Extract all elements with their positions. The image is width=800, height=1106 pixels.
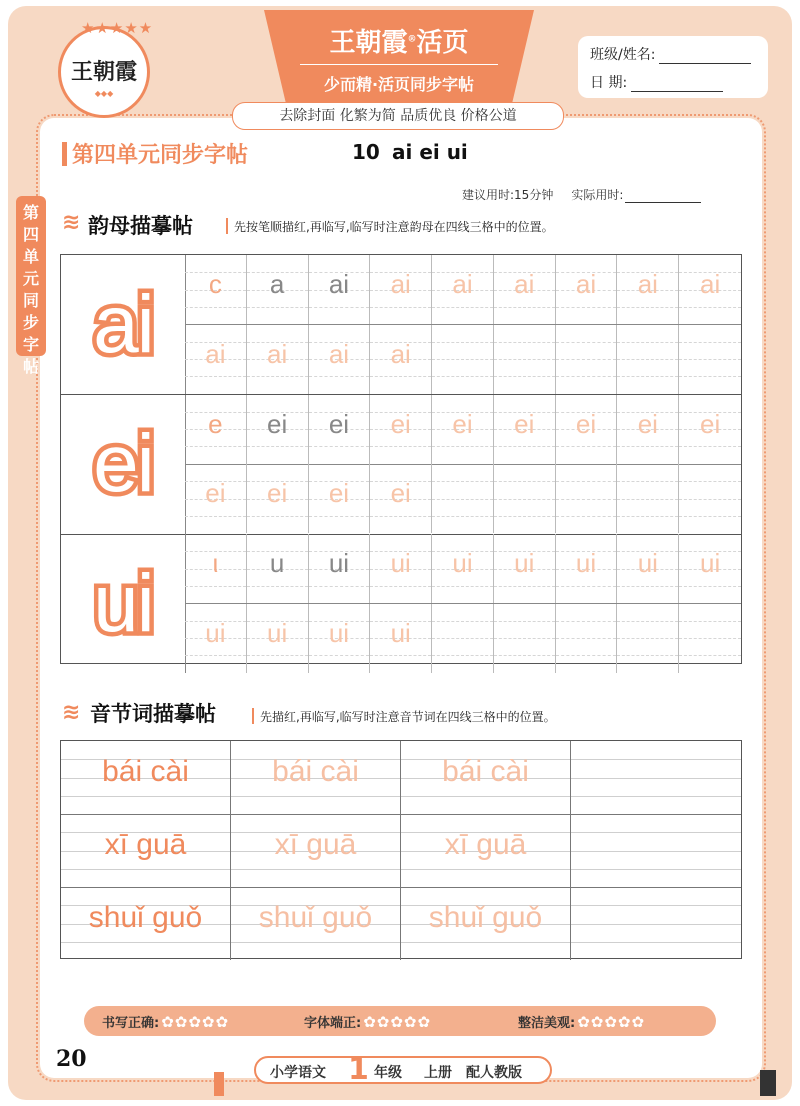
guide-line: [571, 905, 741, 906]
guide-line: [370, 307, 431, 308]
guide-line: [247, 516, 308, 517]
trace-letter: ei: [328, 478, 350, 508]
final-tracing-grid: [60, 254, 742, 664]
guide-line: [401, 796, 570, 797]
guide-line: [679, 621, 741, 622]
guide-line: [494, 307, 555, 308]
guide-line: [556, 638, 617, 639]
trace-letter: ui: [514, 548, 535, 578]
writing-cell[interactable]: [247, 604, 309, 673]
syllable-text: xī guā: [104, 828, 187, 861]
trace-letter: ai: [328, 338, 350, 369]
guide-line: [370, 376, 431, 377]
guide-line: [185, 516, 246, 517]
guide-line: [401, 869, 570, 870]
guide-line: [432, 446, 493, 447]
guide-line: [432, 621, 493, 622]
guide-line: [432, 376, 493, 377]
trace-letter: ai: [390, 269, 411, 299]
rating-bar: [84, 1006, 716, 1036]
side-tab-char: 元: [22, 269, 39, 288]
trace-letter: ei: [452, 408, 473, 439]
writing-cell[interactable]: [617, 604, 679, 673]
syllable-text: shuǐ guǒ: [428, 901, 543, 934]
brand-logo: [58, 19, 154, 118]
guide-line: [370, 655, 431, 656]
guide-line: [617, 307, 678, 308]
tracing-block: [61, 395, 741, 535]
guide-line: [494, 655, 555, 656]
trace-letter: u: [269, 548, 285, 578]
writing-cell[interactable]: [370, 604, 432, 673]
trace-letter: ai: [390, 338, 411, 369]
guide-line: [185, 446, 246, 447]
model-letter: [61, 255, 186, 394]
syllable-cell[interactable]: [571, 814, 741, 887]
trace-letter: ei: [514, 408, 535, 439]
writing-cell[interactable]: [185, 255, 247, 324]
writing-cell[interactable]: [679, 464, 741, 533]
guide-line: [231, 796, 400, 797]
guide-line: [494, 342, 555, 343]
writing-cell[interactable]: [556, 534, 618, 603]
guide-line: [679, 481, 741, 482]
crown-icon: ★★★★★: [81, 19, 154, 37]
writing-cell[interactable]: [247, 534, 309, 603]
writing-cell[interactable]: [679, 395, 741, 464]
guide-line: [556, 586, 617, 587]
trace-letter: ui: [267, 617, 288, 648]
guide-line: [247, 586, 308, 587]
writing-cell[interactable]: [247, 325, 309, 394]
guide-line: [679, 307, 741, 308]
syllable-text: bái cài: [442, 755, 529, 788]
guide-line: [617, 586, 678, 587]
guide-line: [432, 655, 493, 656]
syllable-cell[interactable]: [401, 887, 571, 960]
writing-cell[interactable]: [247, 255, 309, 324]
syllable-cell[interactable]: [61, 741, 231, 814]
writing-cell[interactable]: [679, 255, 741, 324]
guide-line: [679, 499, 741, 500]
guide-line: [556, 655, 617, 656]
guide-line: [231, 942, 400, 943]
trace-letter: ai: [205, 338, 226, 369]
trace-letter: a: [269, 269, 285, 299]
trace-letter: ui: [328, 617, 350, 648]
side-tab-char: 单: [22, 247, 39, 266]
writing-cell[interactable]: [370, 395, 432, 464]
syllable-row: [61, 814, 741, 888]
lesson-number: 10: [352, 140, 380, 164]
guide-line: [679, 655, 741, 656]
guide-line: [247, 307, 308, 308]
rating-label: 整洁美观:: [518, 1016, 576, 1031]
trace-letter: ei: [267, 408, 288, 439]
trace-letter: ei: [267, 478, 288, 508]
side-tab: [16, 196, 46, 376]
side-tab-char: 第: [22, 203, 39, 222]
writing-cell[interactable]: [247, 464, 309, 533]
waves-icon: ≋: [62, 700, 81, 725]
slogan: 去除封面 化繁为简 品质优良 价格公道: [232, 102, 564, 130]
guide-line: [432, 307, 493, 308]
writing-cell[interactable]: [556, 604, 618, 673]
guide-line: [617, 638, 678, 639]
writing-cell[interactable]: [370, 325, 432, 394]
trace-letter: ui: [390, 617, 411, 648]
guide-line: [556, 446, 617, 447]
model-letter-text: ei: [93, 418, 153, 509]
writing-cell[interactable]: [494, 464, 556, 533]
side-tab-char: 步: [22, 313, 39, 332]
writing-cell[interactable]: [617, 464, 679, 533]
trace-letter: ai: [575, 269, 597, 299]
guide-line: [401, 942, 570, 943]
trace-letter: ui: [205, 617, 226, 648]
writing-cell[interactable]: [309, 395, 371, 464]
writing-cell[interactable]: [494, 255, 556, 324]
guide-line: [61, 869, 230, 870]
tracing-block: [61, 534, 741, 673]
guide-line: [247, 446, 308, 447]
flower-rating-icon[interactable]: ✿✿✿✿✿: [161, 1012, 230, 1031]
guide-line: [617, 376, 678, 377]
guide-line: [494, 359, 555, 360]
unit-title: 第四单元同步字帖: [72, 143, 249, 168]
guide-line: [432, 481, 493, 482]
guide-line: [571, 832, 741, 833]
writing-cell[interactable]: [370, 464, 432, 533]
trace-letter: ai: [637, 269, 658, 299]
writing-cell[interactable]: [309, 604, 371, 673]
waves-icon: ≋: [62, 210, 81, 235]
syllable-text: xī guā: [274, 828, 357, 861]
writing-cell[interactable]: [556, 395, 618, 464]
trace-letter: ai: [267, 338, 288, 369]
syllable-cell[interactable]: [231, 814, 401, 887]
side-tab-char: 四: [22, 225, 39, 244]
syllable-cell[interactable]: [571, 887, 741, 960]
writing-cell[interactable]: [185, 534, 247, 603]
guide-line: [556, 516, 617, 517]
guide-line: [494, 621, 555, 622]
syllable-tracing-grid: [60, 740, 742, 959]
guide-line: [571, 778, 741, 779]
writing-cell[interactable]: [617, 325, 679, 394]
side-tab-char: 帖: [22, 357, 39, 376]
guide-line: [309, 586, 370, 587]
writing-cell[interactable]: [556, 464, 618, 533]
side-tab-char: 同: [22, 291, 39, 310]
trace-letter: ui: [699, 548, 721, 578]
syllable-row: [61, 741, 741, 815]
model-letter: [61, 534, 186, 673]
guide-line: [556, 342, 617, 343]
trace-letter: ui: [328, 548, 350, 578]
writing-cell[interactable]: [494, 325, 556, 394]
writing-cell[interactable]: [432, 255, 494, 324]
title-bar: [62, 142, 67, 166]
writing-cell[interactable]: [679, 325, 741, 394]
trace-letter: e: [208, 408, 223, 439]
logo-motto: ◆◆◆: [94, 89, 114, 98]
guide-line: [617, 655, 678, 656]
flower-rating-icon[interactable]: ✿✿✿✿✿: [363, 1012, 432, 1031]
name-field[interactable]: 班级/姓名:: [590, 44, 751, 64]
guide-line: [309, 307, 370, 308]
lesson-title: ai ei ui: [392, 140, 468, 164]
writing-cell[interactable]: [679, 604, 741, 673]
guide-line: [617, 342, 678, 343]
flower-rating-icon[interactable]: ✿✿✿✿✿: [577, 1012, 646, 1031]
guide-line: [61, 796, 230, 797]
trace-letter: ai: [514, 269, 535, 299]
guide-line: [185, 307, 246, 308]
guide-line: [679, 446, 741, 447]
rating-item: [518, 1012, 645, 1031]
guide-line: [185, 376, 246, 377]
guide-line: [617, 446, 678, 447]
brand-subtitle: 少而精·活页同步字帖: [323, 75, 475, 94]
writing-cell[interactable]: [185, 464, 247, 533]
writing-cell[interactable]: [432, 325, 494, 394]
writing-cell[interactable]: [309, 255, 371, 324]
syllable-cell[interactable]: [401, 741, 571, 814]
syllable-row: [61, 887, 741, 960]
writing-cell[interactable]: [556, 325, 618, 394]
logo-text: 王朝霞: [70, 59, 137, 85]
guide-line: [617, 516, 678, 517]
trace-letter: ei: [699, 408, 721, 439]
guide-line: [494, 376, 555, 377]
time-row: 建议用时:15分钟 实际用时:: [462, 186, 701, 203]
syllable-cell[interactable]: [231, 887, 401, 960]
trace-letter: c: [208, 269, 222, 299]
guide-line: [61, 942, 230, 943]
rating-label: 书写正确:: [102, 1016, 160, 1031]
writing-cell[interactable]: [432, 604, 494, 673]
trace-letter: ui: [637, 548, 658, 578]
writing-cell[interactable]: [185, 604, 247, 673]
tracing-block: [61, 255, 741, 395]
guide-line: [494, 499, 555, 500]
guide-line: [309, 655, 370, 656]
guide-line: [432, 638, 493, 639]
guide-line: [571, 924, 741, 925]
guide-line: [556, 359, 617, 360]
section-title: 音节词描摹帖: [90, 702, 216, 726]
guide-line: [247, 376, 308, 377]
guide-line: [370, 516, 431, 517]
syllable-cell[interactable]: [61, 887, 231, 960]
syllable-text: bái cài: [272, 755, 359, 788]
guide-line: [679, 638, 741, 639]
syllable-cell[interactable]: [231, 741, 401, 814]
guide-line: [370, 446, 431, 447]
side-tab-char: 字: [22, 335, 39, 354]
writing-cell[interactable]: [494, 604, 556, 673]
writing-cell[interactable]: [556, 255, 618, 324]
guide-line: [494, 481, 555, 482]
guide-line: [679, 376, 741, 377]
guide-line: [679, 342, 741, 343]
guide-line: [494, 446, 555, 447]
model-letter-text: ai: [93, 278, 153, 370]
syllable-text: xī guā: [444, 828, 527, 861]
trace-letter: ui: [452, 548, 473, 578]
writing-cell[interactable]: [185, 395, 247, 464]
writing-cell[interactable]: [370, 534, 432, 603]
syllable-cell[interactable]: [401, 814, 571, 887]
writing-cell[interactable]: [247, 395, 309, 464]
banner-divider: [300, 64, 498, 65]
guide-line: [309, 516, 370, 517]
guide-line: [556, 307, 617, 308]
student-info-box: [578, 36, 768, 98]
date-field[interactable]: 日 期:: [590, 72, 723, 92]
guide-line: [494, 516, 555, 517]
guide-line: [679, 359, 741, 360]
guide-line: [679, 586, 741, 587]
trace-letter: ι: [212, 548, 219, 578]
guide-line: [556, 499, 617, 500]
guide-line: [309, 446, 370, 447]
guide-line: [185, 655, 246, 656]
writing-cell[interactable]: [309, 325, 371, 394]
syllable-text: shuǐ guǒ: [258, 901, 373, 934]
guide-line: [432, 342, 493, 343]
guide-line: [617, 621, 678, 622]
syllable-cell[interactable]: [571, 741, 741, 814]
trace-letter: ai: [699, 269, 721, 299]
trace-letter: ui: [575, 548, 597, 578]
guide-line: [432, 499, 493, 500]
guide-line: [556, 481, 617, 482]
guide-line: [432, 359, 493, 360]
guide-line: [247, 655, 308, 656]
writing-cell[interactable]: [432, 534, 494, 603]
trace-letter: ei: [390, 408, 411, 439]
writing-cell[interactable]: [309, 464, 371, 533]
brand-title: 王朝霞®活页: [329, 28, 469, 58]
writing-cell[interactable]: [432, 464, 494, 533]
page-number: 20: [56, 1046, 87, 1072]
guide-line: [556, 376, 617, 377]
trace-letter: ei: [575, 408, 597, 439]
writing-cell[interactable]: [494, 534, 556, 603]
guide-line: [494, 638, 555, 639]
writing-cell[interactable]: [494, 395, 556, 464]
trace-letter: ei: [328, 408, 350, 439]
trace-letter: ai: [452, 269, 473, 299]
guide-line: [231, 869, 400, 870]
section-title: 韵母描摹帖: [88, 214, 193, 238]
guide-line: [617, 499, 678, 500]
guide-line: [185, 586, 246, 587]
writing-cell[interactable]: [617, 255, 679, 324]
guide-line: [556, 621, 617, 622]
section-note: 先按笔顺描红,再临写,临写时注意韵母在四线三格中的位置。: [234, 220, 554, 234]
rating-item: [102, 1012, 229, 1031]
trace-letter: ei: [637, 408, 658, 439]
binding-mark: [214, 1072, 224, 1096]
model-letter-text: ui: [93, 557, 153, 649]
writing-cell[interactable]: [185, 325, 247, 394]
writing-cell[interactable]: [617, 395, 679, 464]
note-bar: [252, 708, 254, 724]
guide-line: [617, 481, 678, 482]
guide-line: [309, 376, 370, 377]
footer-label: 小学语文 1 年级 上册 配人教版: [254, 1056, 552, 1084]
guide-line: [432, 586, 493, 587]
writing-cell[interactable]: [617, 534, 679, 603]
guide-line: [571, 796, 741, 797]
guide-line: [432, 516, 493, 517]
guide-line: [370, 586, 431, 587]
note-bar: [226, 218, 228, 234]
syllable-cell[interactable]: [61, 814, 231, 887]
trace-letter: ei: [390, 478, 411, 508]
syllable-text: shuǐ guǒ: [88, 901, 203, 934]
rating-label: 字体端正:: [304, 1016, 362, 1031]
binding-mark: [760, 1070, 776, 1096]
writing-cell[interactable]: [370, 255, 432, 324]
writing-cell[interactable]: [679, 534, 741, 603]
guide-line: [571, 942, 741, 943]
trace-letter: ei: [205, 478, 226, 508]
guide-line: [571, 869, 741, 870]
syllable-text: bái cài: [102, 755, 189, 788]
guide-line: [494, 586, 555, 587]
writing-cell[interactable]: [432, 395, 494, 464]
guide-line: [571, 759, 741, 760]
guide-line: [679, 516, 741, 517]
rating-item: [304, 1012, 431, 1031]
model-letter: [61, 395, 186, 534]
trace-letter: ai: [328, 269, 350, 299]
guide-line: [617, 359, 678, 360]
guide-line: [571, 851, 741, 852]
section-note: 先描红,再临写,临写时注意音节词在四线三格中的位置。: [260, 710, 556, 724]
trace-letter: ui: [390, 548, 411, 578]
writing-cell[interactable]: [309, 534, 371, 603]
